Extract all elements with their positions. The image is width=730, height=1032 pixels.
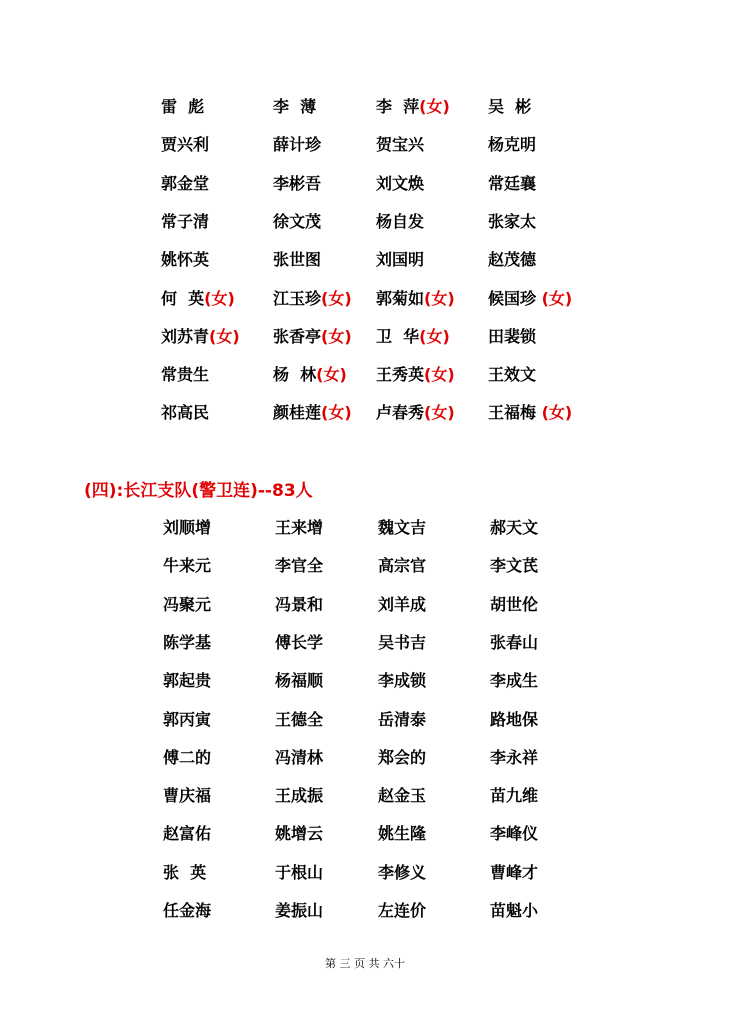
name-entry <box>273 325 352 349</box>
name-entry <box>273 363 347 387</box>
name-entry <box>163 746 211 770</box>
name-entry <box>376 95 450 119</box>
person-name: 魏文吉 <box>378 518 427 537</box>
name-entry <box>376 363 455 387</box>
person-name: 赵金玉 <box>378 786 427 806</box>
name-entry <box>161 95 204 119</box>
person-name: 张 英 <box>163 862 207 882</box>
person-name: 王来增 <box>275 518 324 537</box>
name-entry <box>163 784 211 808</box>
name-entry <box>161 363 209 387</box>
person-name: 左连价 <box>378 901 427 920</box>
table-row <box>0 516 730 540</box>
name-entry <box>378 784 426 808</box>
name-entry <box>490 899 538 923</box>
name-entry <box>490 669 538 693</box>
person-name: 卫 华 <box>376 326 420 346</box>
name-entry <box>275 631 323 655</box>
person-name: 郑会的 <box>378 747 427 767</box>
name-entry <box>488 401 572 425</box>
name-entry <box>163 708 211 732</box>
name-entry <box>490 746 538 770</box>
name-entry <box>273 287 352 311</box>
person-name: 李 薄 <box>273 97 317 116</box>
person-name: 曹峰才 <box>490 862 539 882</box>
name-entry <box>488 363 536 387</box>
name-entry <box>490 784 538 808</box>
table-row <box>0 669 730 693</box>
name-entry <box>275 516 323 540</box>
name-entry <box>378 631 426 655</box>
name-entry <box>163 669 211 693</box>
name-entry <box>490 631 538 655</box>
name-entry <box>488 248 536 272</box>
table-row <box>0 210 730 234</box>
person-name: 牛来元 <box>163 556 212 576</box>
table-row <box>0 133 730 157</box>
name-entry <box>488 133 536 157</box>
name-entry <box>163 516 211 540</box>
name-entry <box>376 248 424 272</box>
person-name: 江玉珍 <box>273 288 322 308</box>
person-name: 常子清 <box>161 211 210 231</box>
name-entry <box>378 822 426 846</box>
person-name: 李永祥 <box>490 747 539 767</box>
person-name: 贾兴利 <box>161 135 210 155</box>
name-entry <box>163 554 211 578</box>
person-name: 王德全 <box>275 709 324 729</box>
name-entry <box>275 554 323 578</box>
name-entry <box>376 287 455 311</box>
name-entry <box>161 401 209 425</box>
name-entry <box>488 325 536 349</box>
person-name: 李成锁 <box>378 671 427 691</box>
table-row <box>0 631 730 655</box>
table-row <box>0 784 730 808</box>
table-row <box>0 325 730 349</box>
name-entry <box>378 554 426 578</box>
female-note: (女) <box>204 288 235 308</box>
name-entry <box>273 172 321 196</box>
person-name: 王福梅 <box>488 403 537 423</box>
name-entry <box>275 669 323 693</box>
name-entry <box>490 822 538 846</box>
female-note: (女) <box>321 403 352 423</box>
name-entry <box>378 899 426 923</box>
person-name: 雷 彪 <box>161 97 205 116</box>
person-name: 高宗官 <box>378 556 427 576</box>
name-entry <box>488 172 536 196</box>
person-name: 于根山 <box>275 862 324 882</box>
name-entry <box>273 95 316 119</box>
person-name: 姚增云 <box>275 824 324 844</box>
female-note: (女) <box>316 365 347 385</box>
name-entry <box>275 746 323 770</box>
person-name: 常廷襄 <box>488 173 537 193</box>
name-entry <box>161 248 209 272</box>
name-entry <box>273 401 352 425</box>
name-entry <box>490 593 538 617</box>
person-name: 田裴锁 <box>488 326 537 346</box>
name-entry <box>275 708 323 732</box>
person-name: 徐文茂 <box>273 211 322 231</box>
name-entry <box>378 516 426 540</box>
name-entry <box>488 210 536 234</box>
person-name: 刘顺增 <box>163 518 212 537</box>
name-entry <box>163 593 211 617</box>
person-name: 路地保 <box>490 709 539 729</box>
person-name: 李 萍 <box>376 97 420 116</box>
name-entry <box>275 593 323 617</box>
name-entry <box>275 861 323 885</box>
table-row <box>0 746 730 770</box>
person-name: 冯清林 <box>275 747 324 767</box>
person-name: 郭起贵 <box>163 671 212 691</box>
person-name: 岳清泰 <box>378 709 427 729</box>
female-note: (女) <box>209 326 240 346</box>
person-name: 刘羊成 <box>378 594 427 614</box>
person-name: 卢春秀 <box>376 403 425 423</box>
person-name: 祁高民 <box>161 403 210 423</box>
name-entry <box>376 401 455 425</box>
name-entry <box>273 133 321 157</box>
name-entry <box>378 669 426 693</box>
name-entry <box>163 899 211 923</box>
person-name: 苗魁小 <box>490 901 539 920</box>
person-name: 姚生隆 <box>378 824 427 844</box>
name-entry <box>488 95 531 119</box>
person-name: 郭菊如 <box>376 288 425 308</box>
person-name: 傅二的 <box>163 747 212 767</box>
person-name: 薛计珍 <box>273 135 322 155</box>
person-name: 王效文 <box>488 365 537 385</box>
person-name: 李官全 <box>275 556 324 576</box>
table-row <box>0 95 730 119</box>
table-row <box>0 363 730 387</box>
person-name: 李修义 <box>378 862 427 882</box>
person-name: 贺宝兴 <box>376 135 425 155</box>
person-name: 苗九维 <box>490 786 539 806</box>
person-name: 常贵生 <box>161 365 210 385</box>
name-entry <box>273 210 321 234</box>
table-row <box>0 401 730 425</box>
female-note: (女) <box>419 97 450 116</box>
person-name: 李峰仪 <box>490 824 539 844</box>
person-name: 刘文焕 <box>376 173 425 193</box>
person-name: 郭丙寅 <box>163 709 212 729</box>
name-entry <box>161 133 209 157</box>
person-name: 曹庆福 <box>163 786 212 806</box>
name-entry <box>376 210 424 234</box>
female-note: (女) <box>321 288 352 308</box>
person-name: 冯景和 <box>275 594 324 614</box>
person-name: 李成生 <box>490 671 539 691</box>
name-entry <box>376 133 424 157</box>
section-heading: (四):长江支队(警卫连)--83人 <box>84 481 313 501</box>
name-entry <box>161 287 235 311</box>
person-name: 郝天文 <box>490 518 539 537</box>
name-entry <box>273 248 321 272</box>
person-name: 赵富佑 <box>163 824 212 844</box>
person-name: 傅长学 <box>275 632 324 652</box>
name-entry <box>275 784 323 808</box>
person-name: 杨自发 <box>376 211 425 231</box>
person-name: 冯聚元 <box>163 594 212 614</box>
person-name: 任金海 <box>163 901 212 920</box>
person-name: 陈学基 <box>163 632 212 652</box>
name-entry <box>376 172 424 196</box>
female-note: (女) <box>424 365 455 385</box>
person-name: 胡世伦 <box>490 594 539 614</box>
person-name: 李文芪 <box>490 556 539 576</box>
person-name: 王成振 <box>275 786 324 806</box>
table-row <box>0 554 730 578</box>
female-note: (女) <box>321 326 352 346</box>
name-entry <box>490 516 538 540</box>
person-name: 张世图 <box>273 250 322 270</box>
table-row <box>0 899 730 923</box>
name-entry <box>275 822 323 846</box>
person-name: 郭金堂 <box>161 173 210 193</box>
female-note: (女) <box>536 403 573 423</box>
table-row <box>0 287 730 311</box>
person-name: 何 英 <box>161 288 205 308</box>
name-entry <box>161 210 209 234</box>
name-entry <box>163 631 211 655</box>
name-entry <box>378 593 426 617</box>
person-name: 刘苏青 <box>161 326 210 346</box>
person-name: 杨福顺 <box>275 671 324 691</box>
table-row <box>0 593 730 617</box>
person-name: 杨克明 <box>488 135 537 155</box>
page-footer: 第 三 页 共 六十 <box>325 957 405 970</box>
female-note: (女) <box>419 326 450 346</box>
name-entry <box>490 861 538 885</box>
person-name: 张家太 <box>488 211 537 231</box>
person-name: 张春山 <box>490 632 539 652</box>
person-name: 吴 彬 <box>488 97 532 116</box>
person-name: 吴书吉 <box>378 632 427 652</box>
table-row <box>0 861 730 885</box>
name-entry <box>163 822 211 846</box>
person-name: 李彬吾 <box>273 173 322 193</box>
table-row <box>0 822 730 846</box>
name-entry <box>490 708 538 732</box>
name-entry <box>163 861 206 885</box>
name-entry <box>378 746 426 770</box>
name-entry <box>378 861 426 885</box>
person-name: 杨 林 <box>273 365 317 385</box>
table-row <box>0 248 730 272</box>
name-entry <box>376 325 450 349</box>
person-name: 赵茂德 <box>488 250 537 270</box>
person-name: 王秀英 <box>376 365 425 385</box>
name-entry <box>488 287 572 311</box>
table-row <box>0 708 730 732</box>
name-entry <box>275 899 323 923</box>
person-name: 姚怀英 <box>161 250 210 270</box>
person-name: 姜振山 <box>275 901 324 920</box>
person-name: 颜桂莲 <box>273 403 322 423</box>
table-row <box>0 172 730 196</box>
female-note: (女) <box>424 403 455 423</box>
name-entry <box>490 554 538 578</box>
name-entry <box>378 708 426 732</box>
person-name: 张香亭 <box>273 326 322 346</box>
person-name: 刘国明 <box>376 250 425 270</box>
person-name: 候国珍 <box>488 288 537 308</box>
female-note: (女) <box>424 288 455 308</box>
female-note: (女) <box>536 288 573 308</box>
name-entry <box>161 325 240 349</box>
name-entry <box>161 172 209 196</box>
